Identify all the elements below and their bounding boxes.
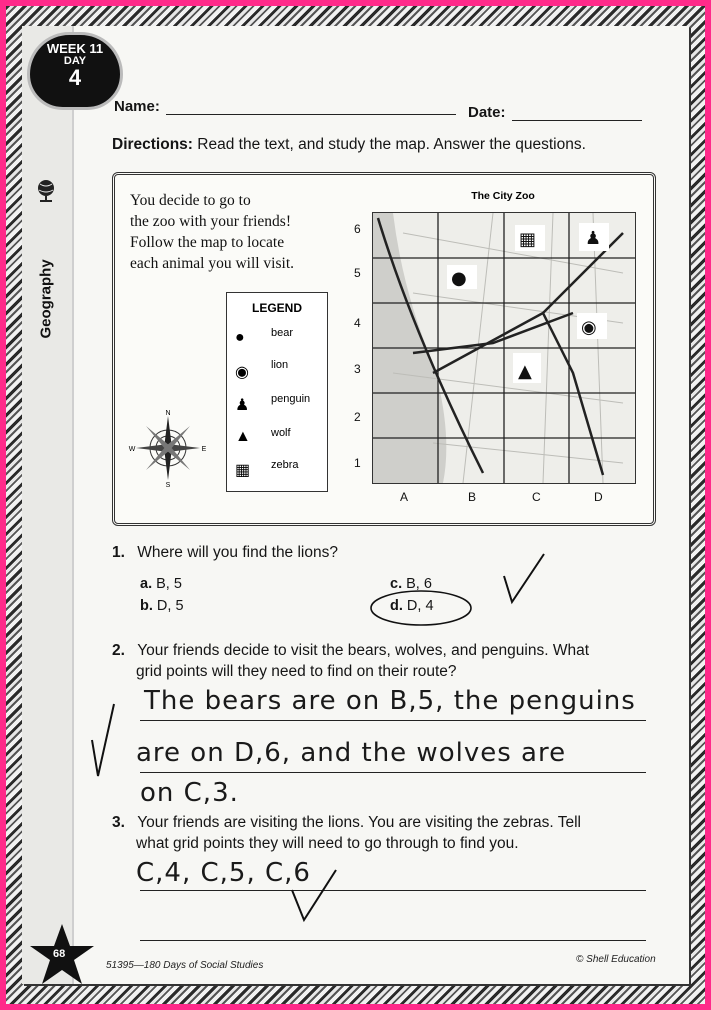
row-label: 2 <box>354 410 361 424</box>
compass-e: E <box>201 446 207 453</box>
story-text <box>130 190 340 274</box>
handwritten-answer: on C,3. <box>140 778 239 808</box>
answer-circle <box>368 588 474 628</box>
week-day-badge <box>27 32 123 110</box>
checkmark-icon <box>288 866 340 926</box>
question-text: Where will you find the lions? <box>137 544 338 561</box>
option-text: D, 5 <box>156 598 184 614</box>
row-label: 1 <box>354 456 361 470</box>
answer-line <box>140 890 646 891</box>
option-text: B, 6 <box>406 576 432 592</box>
answer-line <box>140 720 646 721</box>
compass-n: N <box>165 410 171 417</box>
subject-label: Geography <box>37 259 55 339</box>
answer-line <box>140 772 646 773</box>
zoo-map <box>372 212 636 484</box>
directions-label: Directions: <box>112 136 193 153</box>
handwritten-answer: C,4, C,5, C,6 <box>136 858 311 888</box>
penguin-icon: ♟ <box>585 228 602 249</box>
col-label: C <box>532 490 541 504</box>
lion-icon: ◉ <box>235 364 249 381</box>
option-b[interactable] <box>140 598 184 614</box>
page-number: 68 <box>53 948 66 960</box>
date-label: Date: <box>468 104 506 121</box>
question-text: grid points will they need to find on their route? <box>136 663 457 680</box>
publisher: © Shell Education <box>576 954 656 965</box>
question-text: Your friends decide to visit the bears, wolves, and penguins. What <box>137 642 590 659</box>
compass-w: W <box>128 446 136 453</box>
row-label: 3 <box>354 362 361 376</box>
bear-icon: ● <box>235 329 245 346</box>
question-number: 2. <box>112 642 125 659</box>
col-label: A <box>400 490 409 504</box>
story-line: each animal you will visit. <box>130 255 295 272</box>
question-text: Your friends are visiting the lions. You are visiting the zebras. Tell <box>137 814 581 831</box>
option-letter: d. <box>390 598 403 614</box>
option-letter: a. <box>140 576 153 592</box>
day-label: DAY <box>63 55 87 67</box>
legend-title: LEGEND <box>251 301 302 315</box>
book-title: 51395—180 Days of Social Studies <box>106 960 264 971</box>
bear-icon: ● <box>451 268 467 289</box>
option-text: B, 5 <box>156 576 182 592</box>
handwritten-answer: The bears are on B,5, the penguins <box>144 686 636 716</box>
col-label: D <box>594 490 603 504</box>
lion-icon: ◉ <box>581 317 597 338</box>
story-line: Follow the map to locate <box>130 234 285 251</box>
checkmark-icon <box>500 550 550 606</box>
row-label: 6 <box>354 222 361 236</box>
wolf-icon: ▲ <box>518 361 532 382</box>
compass-s: S <box>165 482 171 488</box>
question-number: 3. <box>112 814 125 831</box>
legend-item: lion <box>271 359 289 371</box>
row-label: 4 <box>354 316 361 330</box>
sidebar-strip <box>22 26 74 984</box>
name-field[interactable] <box>166 114 456 115</box>
penguin-icon: ♟ <box>235 397 250 414</box>
story-line: the zoo with your friends! <box>130 213 291 230</box>
date-field[interactable] <box>512 120 642 121</box>
directions-text: Read the text, and study the map. Answer the questions. <box>197 136 586 153</box>
option-text: D, 4 <box>406 598 434 614</box>
legend-item: penguin <box>271 393 311 405</box>
map-legend <box>226 292 328 492</box>
option-a[interactable] <box>140 576 182 592</box>
col-label: B <box>468 490 477 504</box>
legend-item: wolf <box>271 427 291 439</box>
map-title: The City Zoo <box>471 190 535 202</box>
checkmark-icon <box>88 700 118 780</box>
story-line: You decide to go to <box>130 192 251 209</box>
globe-icon <box>35 178 57 204</box>
option-letter: b. <box>140 598 153 614</box>
zebra-icon: ▦ <box>235 462 251 479</box>
week-label: WEEK 11 <box>46 41 104 56</box>
legend-item: zebra <box>271 459 299 471</box>
legend-item: bear <box>271 327 294 339</box>
day-number: 4 <box>68 65 82 90</box>
wolf-icon: ▲ <box>235 428 251 445</box>
question-1 <box>112 544 338 562</box>
answer-line <box>140 940 646 941</box>
option-letter: c. <box>390 576 403 592</box>
zebra-icon: ▦ <box>519 229 537 250</box>
compass-rose-icon <box>128 408 208 488</box>
name-label: Name: <box>114 98 160 115</box>
question-text: what grid points they will need to go through to find you. <box>136 835 519 852</box>
question-2 <box>112 640 589 682</box>
handwritten-answer: are on D,6, and the wolves are <box>136 738 567 768</box>
row-label: 5 <box>354 266 361 280</box>
question-number: 1. <box>112 544 125 561</box>
question-3 <box>112 812 581 854</box>
directions <box>112 136 586 154</box>
